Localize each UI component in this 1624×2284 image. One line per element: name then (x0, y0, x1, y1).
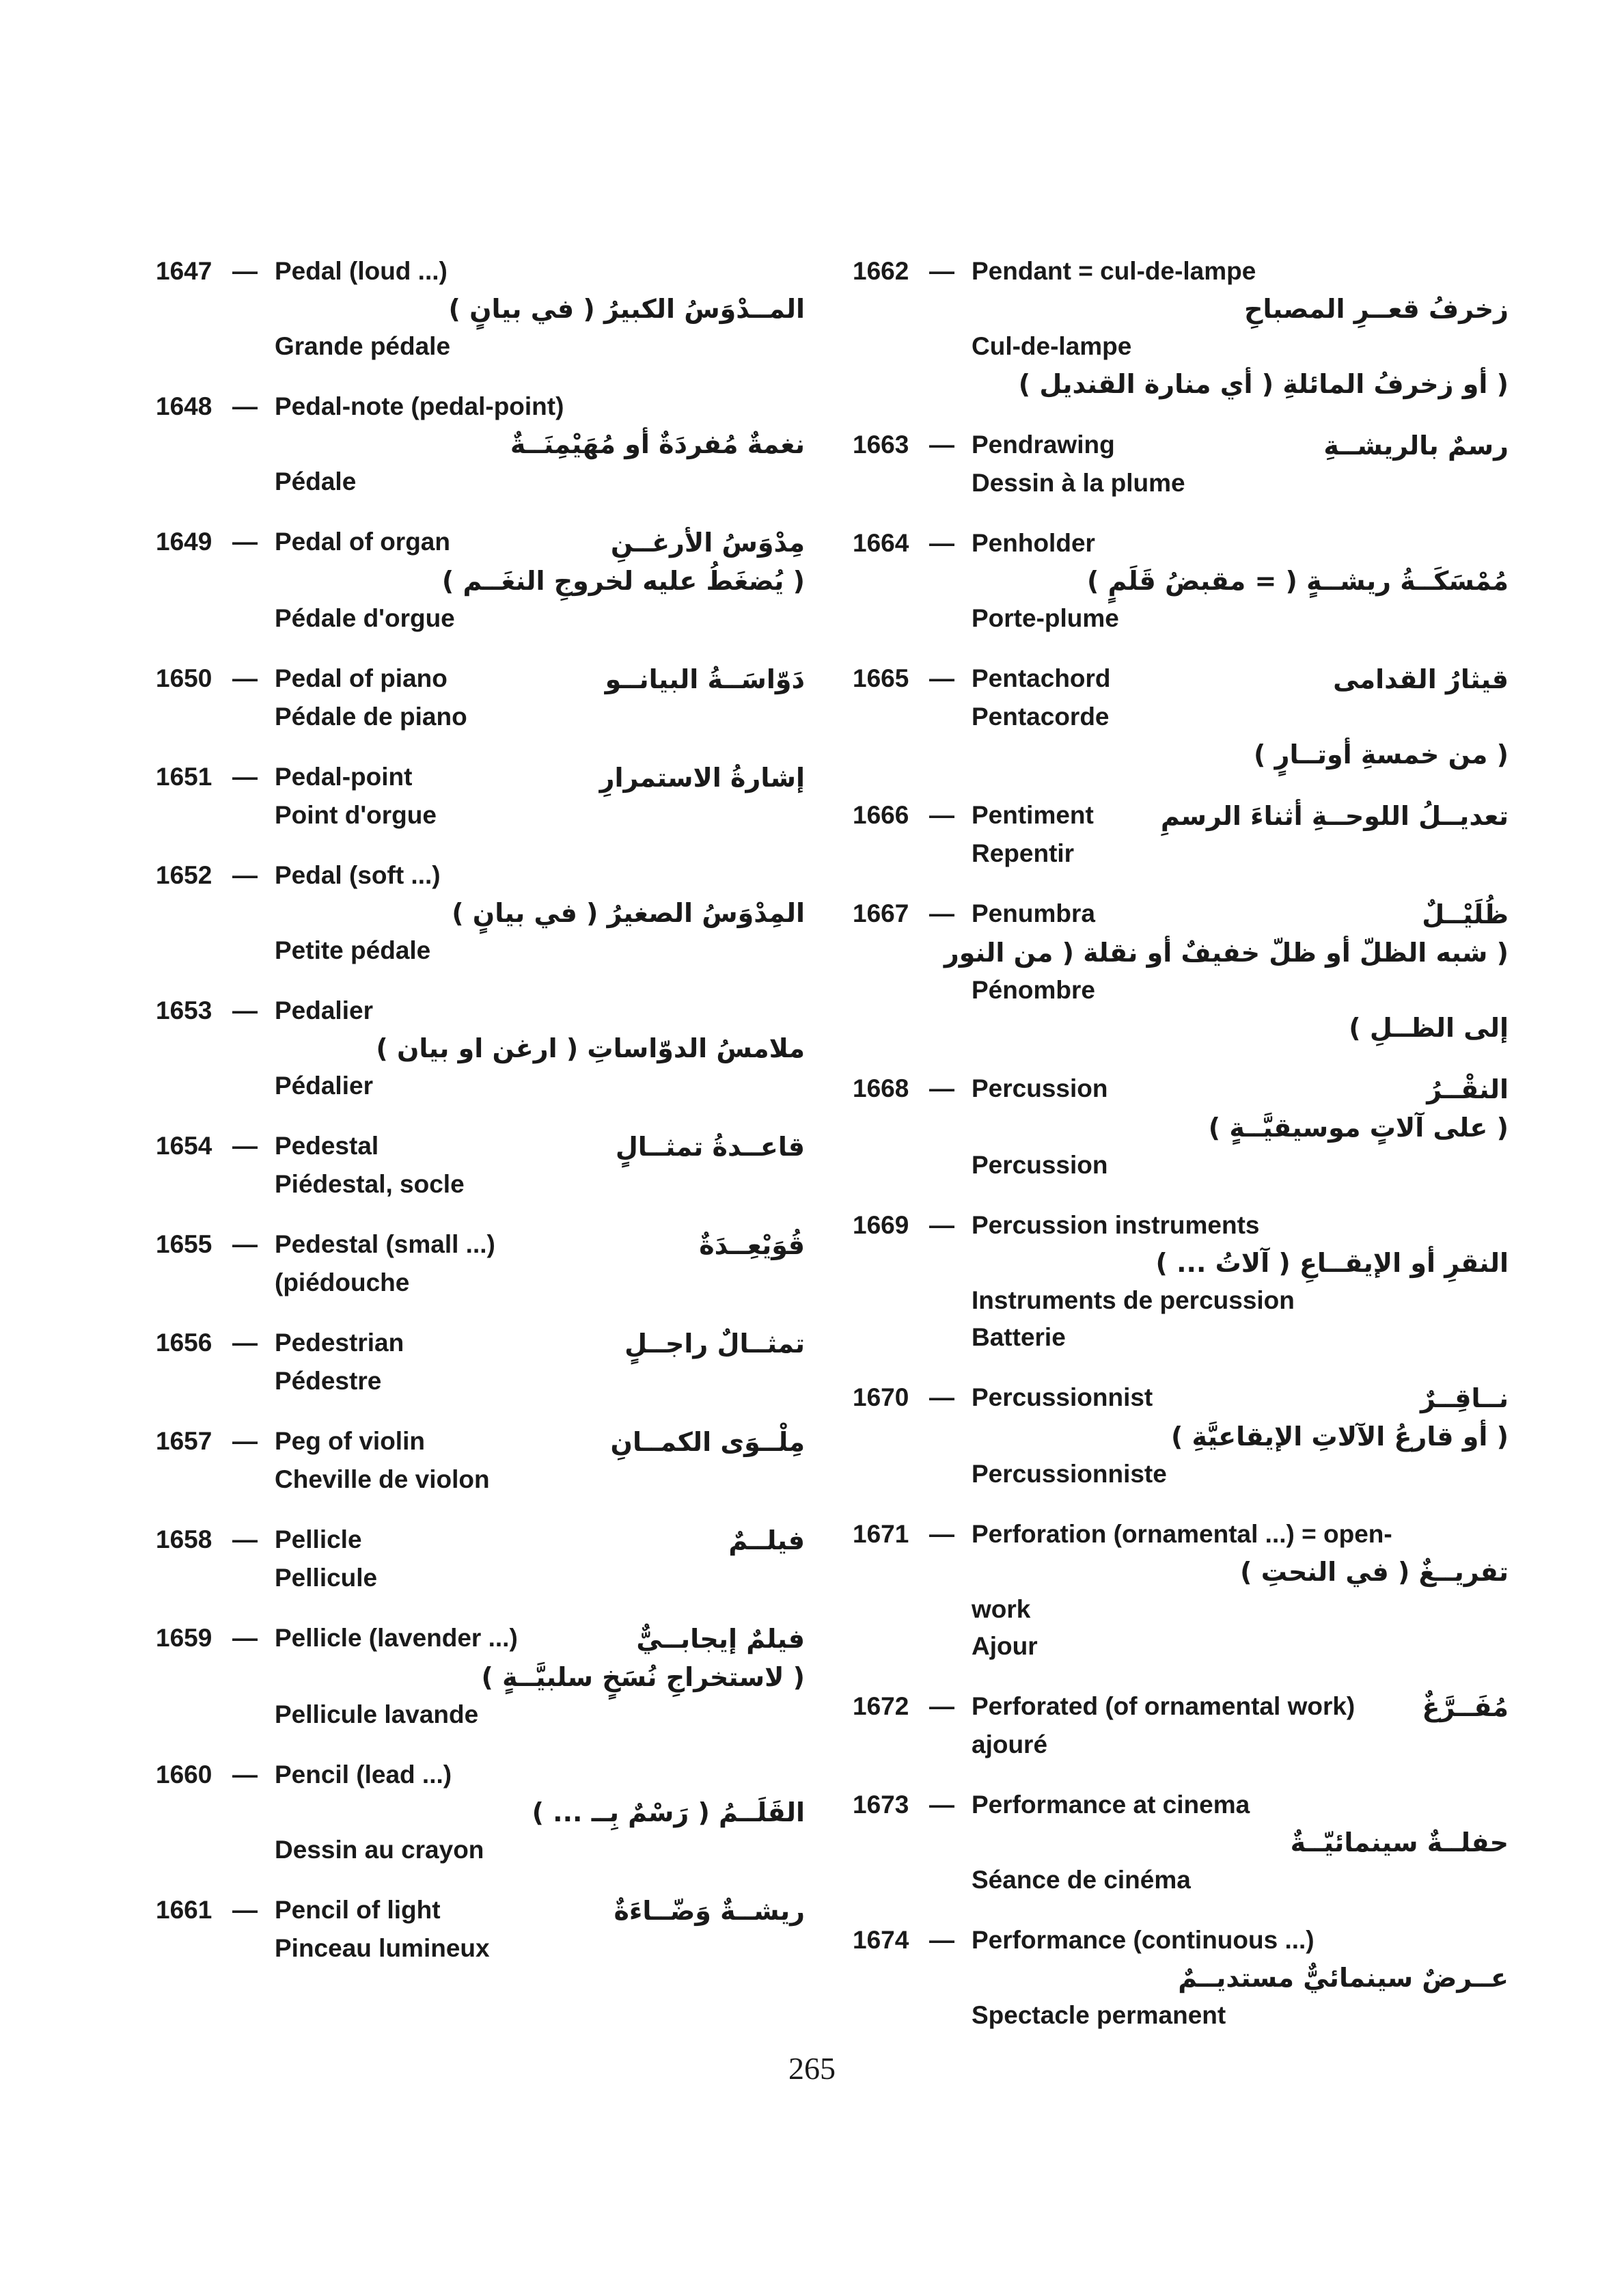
french-term: Percussionniste (972, 1460, 1167, 1488)
arabic-term: ( لاستخراجِ نُسَخٍ سلبيَّــةٍ ) (481, 1662, 805, 1692)
entry-headline (156, 388, 805, 425)
entry-headline (156, 759, 805, 797)
dictionary-entry (156, 660, 805, 735)
entry-dash: — (232, 1896, 258, 1924)
entry-headline (853, 253, 1509, 290)
arabic-note: ( أو زخرفُ المائلةِ ( أي منارة القنديل ) (1018, 369, 1509, 399)
arabic-term: قاعــدةُ تمثــالٍ (615, 1132, 805, 1162)
arabic-term: ملامسُ الدوّاساتِ ( ارغن او بيان ) (376, 1033, 805, 1063)
french-term: Instruments de percussion (972, 1286, 1295, 1314)
dictionary-entry (156, 1324, 805, 1400)
entry-number: 1673 (853, 1791, 909, 1819)
entry-dash: — (232, 528, 258, 556)
entry-number: 1649 (156, 528, 212, 556)
english-term: Performance (continuous ...) (972, 1926, 1315, 1954)
entry-number: 1667 (853, 899, 909, 927)
french-term: Cul-de-lampe (972, 332, 1132, 360)
french-term: Dessin au crayon (275, 1836, 484, 1864)
entry-number: 1669 (853, 1211, 909, 1239)
english-term: Pentachord (972, 664, 1111, 692)
entry-dash: — (232, 763, 258, 791)
french-term: (piédouche (275, 1268, 410, 1296)
entry-number: 1655 (156, 1230, 212, 1258)
arabic-term: ريشــةٌ وَضّــاءَةٌ (614, 1896, 805, 1926)
entry-headline (156, 660, 805, 698)
entry-dash: — (232, 257, 258, 285)
dictionary-entry (853, 525, 1509, 637)
english-term: Pedalier (275, 996, 373, 1024)
english-term: Pedal of organ (275, 528, 450, 556)
entry-number: 1657 (156, 1427, 212, 1455)
french-term: Pédale (275, 467, 357, 495)
entry-dash: — (929, 1520, 954, 1548)
english-term: Pencil (lead ...) (275, 1760, 452, 1789)
english-term: Penholder (972, 529, 1095, 557)
english-term: Performance at cinema (972, 1791, 1250, 1819)
entry-headline (156, 1620, 805, 1658)
entry-number: 1647 (156, 257, 212, 285)
entry-headline (853, 525, 1509, 562)
entry-number: 1671 (853, 1520, 909, 1548)
arabic-term: إشارةُ الاستمرارِ (599, 763, 805, 793)
entry-headline (156, 1128, 805, 1166)
entry-number: 1665 (853, 664, 909, 692)
french-term: ajouré (972, 1730, 1048, 1758)
entry-headline (853, 1207, 1509, 1244)
entry-headline (853, 1786, 1509, 1823)
french-term: Pédale de piano (275, 703, 467, 731)
entry-dash: — (232, 1525, 258, 1553)
entry-dash: — (232, 1230, 258, 1258)
left-column (156, 253, 805, 1990)
french-term: Piédestal, socle (275, 1170, 465, 1198)
entry-headline (853, 895, 1509, 934)
french-term: Cheville de violon (275, 1465, 490, 1493)
entry-headline (156, 1756, 805, 1793)
arabic-note: إلى الظــلِ ) (1349, 1013, 1509, 1043)
dictionary-entry (156, 857, 805, 969)
french-term: Ajour (972, 1632, 1038, 1660)
entry-headline (156, 524, 805, 562)
dictionary-entry (853, 895, 1509, 1047)
french-term: Dessin à la plume (972, 469, 1185, 497)
dictionary-entry (156, 388, 805, 500)
arabic-term: نغمةٌ مُفردَةٌ أو مُهَيْمِنَــةٌ (510, 429, 805, 459)
french-term: Pénombre (972, 976, 1095, 1004)
english-term: Pedestrian (275, 1329, 404, 1357)
entry-number: 1668 (853, 1074, 909, 1102)
dictionary-entry (853, 253, 1509, 403)
entry-headline (853, 660, 1509, 698)
arabic-term: نــاقِــرٌ (1420, 1383, 1509, 1413)
dictionary-entry (156, 253, 805, 365)
entry-number: 1666 (853, 801, 909, 829)
french-term: Grande pédale (275, 332, 451, 360)
arabic-term: قيثارُ القدامى (1333, 664, 1509, 694)
french-term: Percussion (972, 1151, 1108, 1179)
right-column (853, 253, 1509, 2057)
entry-number: 1661 (156, 1896, 212, 1924)
entry-dash: — (929, 664, 954, 692)
entry-headline (156, 1423, 805, 1461)
entry-dash: — (232, 996, 258, 1024)
entry-headline (853, 1516, 1509, 1553)
english-term: Pedal-point (275, 763, 413, 791)
arabic-term: ( شبه الظلّ أو ظلّ خفيفٌ أو نقلة ( من النور (944, 938, 1509, 968)
arabic-term: فيلمٌ إيجابــيٌّ (636, 1624, 805, 1654)
dictionary-entry (156, 992, 805, 1104)
arabic-term: تعديــلُ اللوحــةِ أثناءَ الرسمِ (1160, 801, 1509, 831)
entry-dash: — (929, 1211, 954, 1239)
french-term: Repentir (972, 839, 1075, 867)
entry-dash: — (232, 1132, 258, 1160)
arabic-term: مُمْسَكَــةُ ريشــةٍ ( = مقبضُ قَلَمٍ ) (1087, 566, 1509, 596)
entry-number: 1672 (853, 1692, 909, 1720)
french-term: Pédestre (275, 1367, 382, 1395)
dictionary-entry (156, 524, 805, 637)
english-term: Pedal of piano (275, 664, 448, 692)
entry-headline (156, 1226, 805, 1264)
arabic-term: مِدْوَسُ الأرغــنِ (610, 528, 805, 558)
english-term: Pedal (loud ...) (275, 257, 448, 285)
english-term: Percussion (972, 1074, 1108, 1102)
english-term: Pedestal (275, 1132, 379, 1160)
entry-number: 1662 (853, 257, 909, 285)
entry-number: 1670 (853, 1383, 909, 1411)
dictionary-entry (853, 1516, 1509, 1665)
entry-headline (853, 1688, 1509, 1726)
entry-number: 1650 (156, 664, 212, 692)
french-term: Pédale d'orgue (275, 604, 455, 632)
entry-headline (853, 1379, 1509, 1417)
arabic-term: دَوّاسَــةُ البيانــو (605, 664, 805, 694)
entry-headline (853, 797, 1509, 835)
page-number: 265 (788, 2051, 836, 2086)
dictionary-entry (853, 1688, 1509, 1763)
english-term: Pedal (soft ...) (275, 861, 441, 889)
dictionary-entry (156, 1521, 805, 1596)
entry-number: 1651 (156, 763, 212, 791)
dictionary-entry (853, 1922, 1509, 2034)
french-term: Petite pédale (275, 936, 431, 964)
arabic-term: ( أو قارعُ الآلاتِ الإيقاعيَّةِ ) (1170, 1422, 1509, 1452)
entry-dash: — (929, 899, 954, 927)
entry-dash: — (929, 1692, 954, 1720)
entry-headline (156, 253, 805, 290)
entry-headline (156, 1324, 805, 1363)
french-term: Séance de cinéma (972, 1866, 1191, 1894)
dictionary-entry (853, 797, 1509, 872)
english-term: Percussion instruments (972, 1211, 1260, 1239)
french-term: Pellicule (275, 1564, 378, 1592)
arabic-term: المِدْوَسُ الصغيرُ ( في بيانٍ ) (452, 898, 805, 928)
entry-number: 1664 (853, 529, 909, 557)
dictionary-entry (156, 759, 805, 834)
entry-number: 1663 (853, 431, 909, 459)
entry-headline (156, 992, 805, 1029)
entry-number: 1660 (156, 1760, 212, 1789)
dictionary-entry (156, 1423, 805, 1498)
arabic-term: مُفَــرَّغٌ (1422, 1692, 1509, 1722)
entry-dash: — (232, 1760, 258, 1789)
entry-number: 1653 (156, 996, 212, 1024)
arabic-term: قُوَيْعِــدَةٌ (699, 1230, 805, 1260)
entry-number: 1659 (156, 1624, 212, 1652)
french-term: work (972, 1595, 1031, 1623)
english-term: Pedestal (small ...) (275, 1230, 495, 1258)
french-term: Pentacorde (972, 703, 1110, 731)
entry-headline (853, 1922, 1509, 1959)
dictionary-entry (156, 1128, 805, 1203)
french-term: Spectacle permanent (972, 2001, 1226, 2029)
arabic-term: ( يُضغَطُ عليه لخروجِ النغَــم ) (441, 566, 805, 596)
entry-dash: — (929, 1383, 954, 1411)
arabic-term: فيلــمٌ (728, 1525, 805, 1555)
entry-dash: — (232, 1624, 258, 1652)
french-term: Batterie (972, 1323, 1066, 1351)
english-term: Pellicle (275, 1525, 362, 1553)
arabic-term: القَلَــمُ ( رَسْمٌ بِــ ... ) (532, 1797, 805, 1827)
arabic-term: تمثــالٌ راجــلٍ (624, 1329, 805, 1359)
entry-number: 1674 (853, 1926, 909, 1954)
entry-headline (853, 1070, 1509, 1109)
entry-number: 1658 (156, 1525, 212, 1553)
arabic-term: النقرِ أو الإيقــاعِ ( آلاتُ ... ) (1155, 1248, 1509, 1278)
french-term: Pédalier (275, 1072, 373, 1100)
dictionary-entry (156, 1892, 805, 1967)
arabic-term: رسمٌ بالريشــةِ (1323, 431, 1509, 461)
entry-number: 1656 (156, 1329, 212, 1357)
entry-dash: — (929, 431, 954, 459)
arabic-term: ( على آلاتٍ موسيقيَّــةٍ ) (1208, 1113, 1509, 1143)
dictionary-entry (853, 1379, 1509, 1493)
dictionary-entry (853, 1070, 1509, 1184)
dictionary-entry (853, 1207, 1509, 1356)
dictionary-entry (853, 426, 1509, 502)
english-term: Perforated (of ornamental work) (972, 1692, 1355, 1720)
arabic-term: ظُلَيْــلٌ (1422, 899, 1509, 929)
english-term: Pedal-note (pedal-point) (275, 392, 564, 420)
dictionary-entry (156, 1226, 805, 1301)
entry-headline (156, 857, 805, 894)
french-term: Porte-plume (972, 604, 1119, 632)
arabic-note: ( من خمسةِ أوتــارٍ ) (1254, 739, 1509, 770)
entry-number: 1654 (156, 1132, 212, 1160)
arabic-term: المــدْوَسُ الكبيرُ ( في بيانٍ ) (448, 294, 805, 324)
english-term: Pendrawing (972, 431, 1115, 459)
entry-number: 1648 (156, 392, 212, 420)
entry-dash: — (232, 1329, 258, 1357)
arabic-term: تفريــغٌ ( في النحتِ ) (1240, 1557, 1509, 1587)
english-term: Pellicle (lavender ...) (275, 1624, 518, 1652)
entry-dash: — (929, 1074, 954, 1102)
english-term: Pendant = cul-de-lampe (972, 257, 1256, 285)
entry-dash: — (929, 529, 954, 557)
arabic-term: حفلــةٌ سينمائيّــةٌ (1290, 1827, 1509, 1858)
entry-dash: — (929, 1926, 954, 1954)
dictionary-entry (853, 660, 1509, 774)
entry-dash: — (929, 801, 954, 829)
dictionary-entry (156, 1756, 805, 1868)
dictionary-entry (853, 1786, 1509, 1899)
english-term: Percussionnist (972, 1383, 1153, 1411)
entry-headline (853, 426, 1509, 465)
entry-headline (156, 1521, 805, 1560)
entry-number: 1652 (156, 861, 212, 889)
french-term: Pellicule lavande (275, 1700, 479, 1728)
entry-dash: — (232, 1427, 258, 1455)
entry-headline (156, 1892, 805, 1930)
entry-dash: — (232, 861, 258, 889)
english-term: Peg of violin (275, 1427, 425, 1455)
english-term: Pencil of light (275, 1896, 441, 1924)
french-term: Pinceau lumineux (275, 1934, 490, 1962)
french-term: Point d'orgue (275, 801, 437, 829)
entry-dash: — (232, 392, 258, 420)
arabic-term: مِلْــوَى الكمــانِ (610, 1427, 805, 1457)
arabic-term: زخرفُ قعــرِ المصباحِ (1244, 294, 1509, 324)
dictionary-entry (156, 1620, 805, 1733)
english-term: Pentiment (972, 801, 1094, 829)
entry-dash: — (232, 664, 258, 692)
english-term: Penumbra (972, 899, 1095, 927)
arabic-term: النقْــرُ (1427, 1074, 1509, 1104)
entry-dash: — (929, 257, 954, 285)
english-term: Perforation (ornamental ...) = open- (972, 1520, 1392, 1548)
arabic-term: عــرضٌ سينمائيٌّ مستديــمٌ (1178, 1963, 1509, 1993)
entry-dash: — (929, 1791, 954, 1819)
